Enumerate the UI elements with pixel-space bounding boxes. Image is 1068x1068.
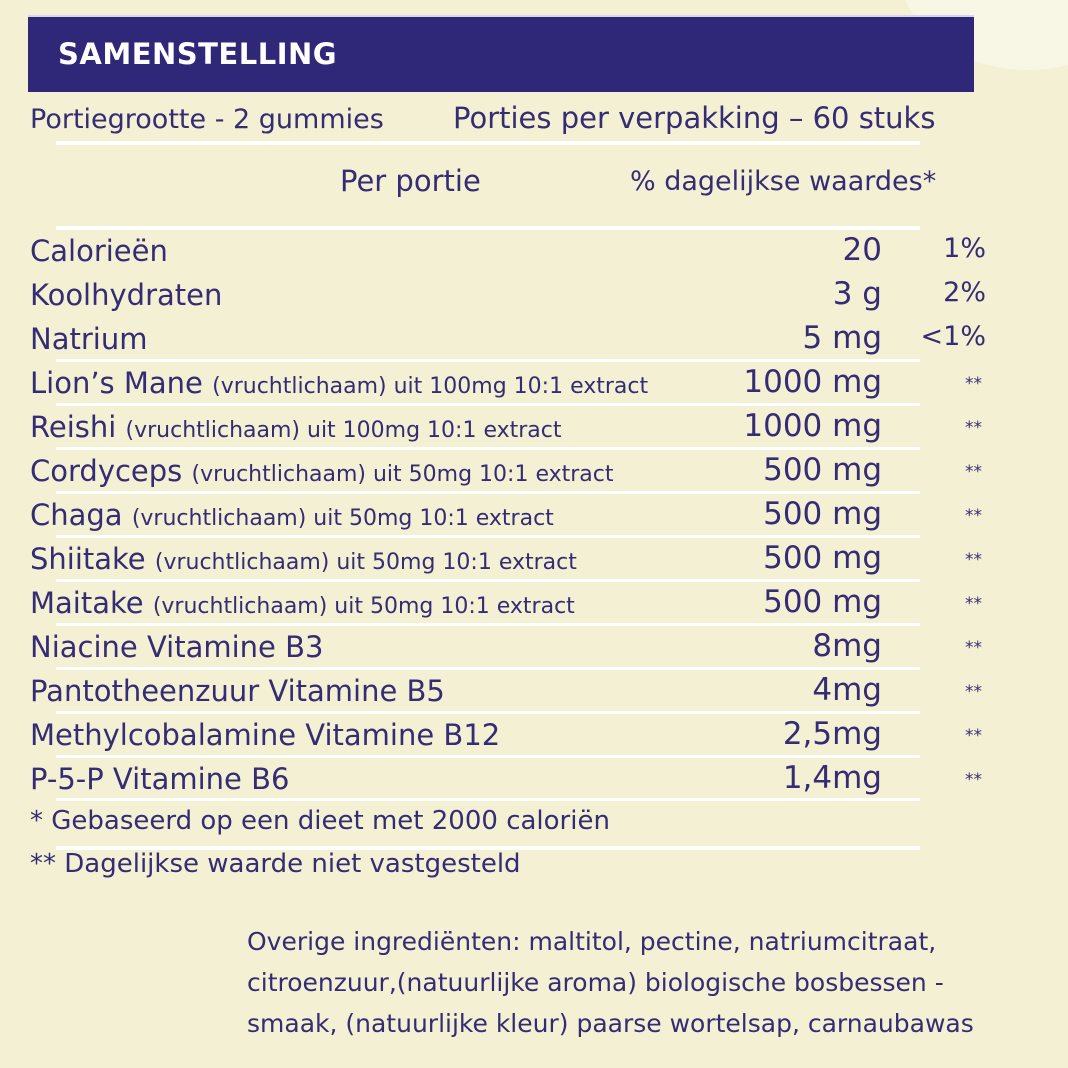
daily-value-percent: 1%	[943, 233, 986, 264]
nutrient-label: Calorieën	[30, 234, 168, 268]
nutrient-label: Natrium	[30, 322, 148, 356]
amount-per-portion: 500 mg	[763, 540, 882, 576]
nutrient-name	[30, 630, 323, 664]
amount-per-portion: 500 mg	[763, 496, 882, 532]
page-title: SAMENSTELLING	[58, 37, 338, 71]
table-row	[0, 580, 1068, 624]
nutrient-detail: (vruchtlichaam) uit 50mg 10:1 extract	[154, 550, 577, 575]
daily-value-percent: **	[965, 550, 982, 570]
table-row	[0, 668, 1068, 712]
nutrient-label: Chaga	[30, 498, 123, 532]
table-row	[0, 360, 1068, 404]
amount-per-portion: 1000 mg	[743, 364, 882, 400]
nutrient-label: Pantotheenzuur Vitamine B5	[30, 674, 445, 708]
other-ingredients-line: citroenzuur,(natuurlijke aroma) biologische bosbessen -	[247, 968, 944, 997]
table-row	[0, 228, 1068, 272]
amount-per-portion: 2,5mg	[782, 716, 882, 752]
nutrient-name	[30, 498, 554, 532]
daily-value-percent: 2%	[943, 277, 986, 308]
amount-per-portion: 4mg	[812, 672, 882, 708]
other-ingredients-line: smaak, (natuurlijke kleur) paarse wortelsap, carnaubawas	[247, 1009, 974, 1038]
table-row	[0, 448, 1068, 492]
nutrient-label: Maitake	[30, 586, 144, 620]
nutrient-label: Reishi	[30, 410, 117, 444]
daily-value-percent: **	[965, 462, 982, 482]
nutrient-label: Lion’s Mane	[30, 366, 203, 400]
daily-value-percent: **	[965, 770, 982, 790]
servings-per-package: Porties per verpakking – 60 stuks	[453, 101, 936, 135]
nutrient-detail: (vruchtlichaam) uit 50mg 10:1 extract	[131, 506, 554, 531]
daily-value-percent: **	[965, 374, 982, 394]
nutrient-name	[30, 542, 577, 576]
divider	[56, 141, 920, 145]
footnote-calories: * Gebaseerd op een dieet met 2000 caloriën	[30, 806, 610, 836]
nutrient-name	[30, 762, 289, 796]
nutrient-label: Shiitake	[30, 542, 146, 576]
nutrient-name	[30, 366, 648, 400]
table-row	[0, 316, 1068, 360]
daily-value-percent: **	[965, 726, 982, 746]
nutrient-label: Cordyceps	[30, 454, 183, 488]
nutrient-detail: (vruchtlichaam) uit 50mg 10:1 extract	[152, 594, 575, 619]
table-row	[0, 404, 1068, 448]
nutrient-name	[30, 278, 222, 312]
daily-value-percent: **	[965, 682, 982, 702]
daily-value-percent: <1%	[920, 321, 986, 352]
amount-per-portion: 500 mg	[763, 584, 882, 620]
nutrient-label: Niacine Vitamine B3	[30, 630, 324, 664]
nutrient-label: Methylcobalamine Vitamine B12	[30, 718, 501, 752]
daily-value-percent: **	[965, 506, 982, 526]
amount-per-portion: 1000 mg	[743, 408, 882, 444]
amount-per-portion: 500 mg	[763, 452, 882, 488]
amount-per-portion: 5 mg	[802, 320, 882, 356]
amount-per-portion: 3 g	[832, 276, 882, 312]
nutrient-name	[30, 718, 500, 752]
daily-value-percent: **	[965, 418, 982, 438]
nutrient-detail: (vruchtlichaam) uit 50mg 10:1 extract	[191, 462, 614, 487]
amount-per-portion: 1,4mg	[782, 760, 882, 796]
nutrient-name	[30, 586, 575, 620]
other-ingredients	[247, 921, 1007, 1044]
row-divider	[56, 798, 920, 801]
nutrient-detail: (vruchtlichaam) uit 100mg 10:1 extract	[125, 418, 562, 443]
table-row	[0, 756, 1068, 800]
nutrient-detail: (vruchtlichaam) uit 100mg 10:1 extract	[212, 374, 649, 399]
table-row	[0, 492, 1068, 536]
table-row	[0, 536, 1068, 580]
table-row	[0, 712, 1068, 756]
nutrient-name	[30, 674, 445, 708]
nutrient-name	[30, 410, 562, 444]
nutrient-label: Koolhydraten	[30, 278, 223, 312]
serving-size: Portiegrootte - 2 gummies	[30, 104, 384, 135]
footnote-daily-value: ** Dagelijkse waarde niet vastgesteld	[30, 849, 521, 879]
header-bar	[28, 15, 974, 92]
table-row	[0, 624, 1068, 668]
per-portion-header: Per portie	[340, 164, 481, 198]
daily-value-percent: **	[965, 594, 982, 614]
table-row	[0, 272, 1068, 316]
daily-value-header: % dagelijkse waardes*	[630, 166, 937, 197]
amount-per-portion: 20	[842, 232, 882, 268]
other-ingredients-line: Overige ingrediënten: maltitol, pectine, natriumcitraat,	[247, 927, 937, 956]
nutrient-name	[30, 454, 614, 488]
nutrient-label: P-5-P Vitamine B6	[30, 762, 290, 796]
nutrient-name	[30, 322, 147, 356]
nutrient-name	[30, 234, 168, 268]
daily-value-percent: **	[965, 638, 982, 658]
amount-per-portion: 8mg	[812, 628, 882, 664]
